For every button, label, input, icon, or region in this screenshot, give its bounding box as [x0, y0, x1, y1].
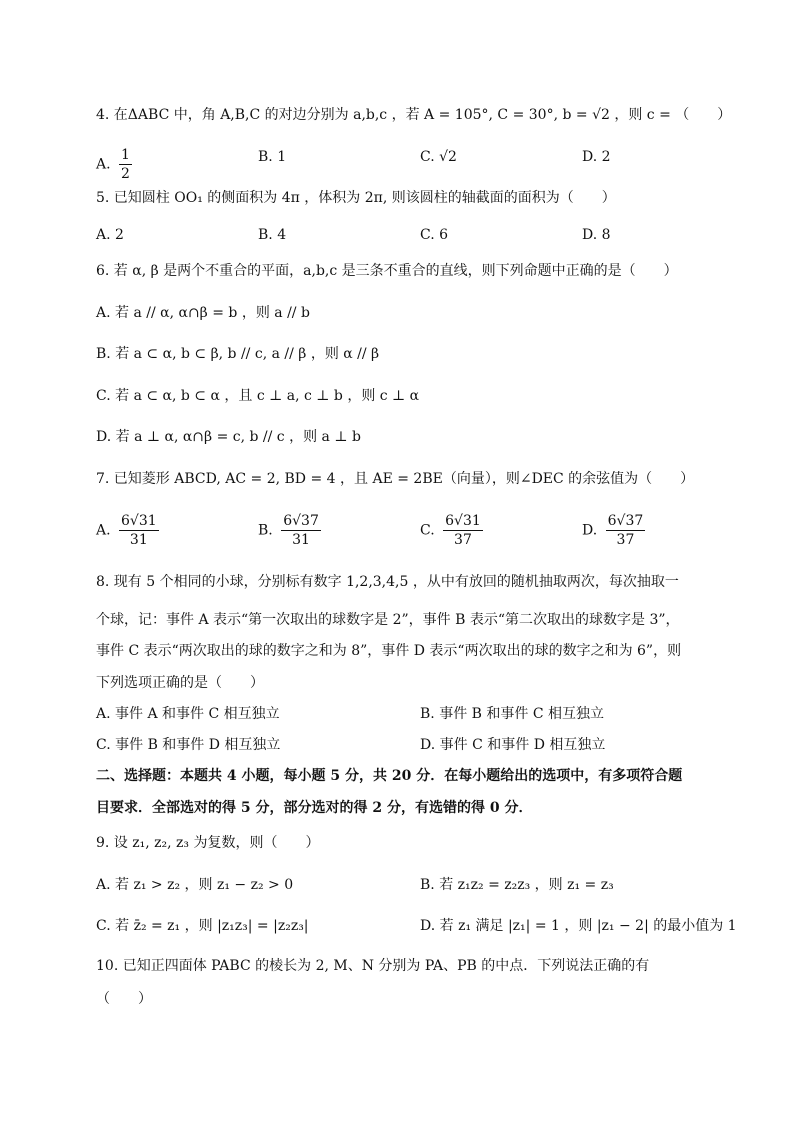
question-6-stem: 6. 若 α, β 是两个不重合的平面，a,b,c 是三条不重合的直线，则下列命题中正确的是（ ）	[96, 263, 678, 279]
q5-option-c: C. 6	[420, 227, 449, 243]
q4-option-c: C. √2	[420, 149, 457, 165]
q6-option-c: C. 若 a ⊂ α, b ⊂ α ，且 c ⊥ a, c ⊥ b ，则 c ⊥ α	[96, 388, 420, 404]
q8-option-b: B. 事件 B 和事件 C 相互独立	[420, 706, 604, 722]
question-7-stem: 7. 已知菱形 ABCD, AC = 2, BD = 4 ，且 AE = 2BE（向量），则∠DEC 的余弦值为（ ）	[96, 471, 695, 487]
question-9-stem: 9. 设 z₁, z₂, z₃ 为复数，则（ ）	[96, 835, 320, 851]
q9-option-c: C. 若 z̄₂ = z₁ ，则 |z₁z₃| = |z₂z₃|	[96, 918, 309, 934]
q5-option-a: A. 2	[96, 227, 124, 243]
q9-option-d: D. 若 z₁ 满足 |z₁| = 1 ，则 |z₁ − 2| 的最小值为 1	[420, 918, 737, 934]
q4-option-b: B. 1	[258, 149, 287, 165]
q7-option-b: B. $\frac{6√37}{31}$	[258, 513, 319, 548]
q4-option-a: A. $\frac{1}{2}$	[96, 147, 130, 182]
q6-option-d: D. 若 a ⊥ α, α∩β = c, b // c ，则 a ⊥ b	[96, 429, 361, 445]
question-8-line-1: 8. 现有 5 个相同的小球，分别标有数字 1,2,3,4,5 ，从中有放回的随机抽取两次，每次抽取一	[96, 574, 679, 590]
question-8-line-3: 事件 C 表示“两次取出的球的数字之和为 8”，事件 D 表示“两次取出的球的数字之和为 6”，则	[96, 643, 682, 659]
q4-option-d: D. 2	[582, 149, 611, 165]
q9-option-b: B. 若 z₁z₂ = z₂z₃ ，则 z₁ = z₃	[420, 877, 614, 893]
question-10-line-1: 10. 已知正四面体 PABC 的棱长为 2, M、N 分别为 PA、PB 的中点．下列说法正确的有	[96, 958, 650, 974]
q5-option-d: D. 8	[582, 227, 611, 243]
q8-option-d: D. 事件 C 和事件 D 相互独立	[420, 737, 606, 753]
section-2-instructions-line-2: 目要求．全部选对的得 5 分，部分选对的得 2 分，有选错的得 0 分．	[96, 800, 533, 816]
question-4-stem: 4. 在ΔABC 中，角 A,B,C 的对边分别为 a,b,c ，若 A = 105°, C = 30°, b = √2 ，则 c = （ ）	[96, 107, 732, 123]
q8-option-a: A. 事件 A 和事件 C 相互独立	[96, 706, 280, 722]
section-2-instructions-line-1: 二、选择题：本题共 4 小题，每小题 5 分，共 20 分．在每小题给出的选项中，有多项符合题	[96, 768, 683, 784]
question-5-stem: 5. 已知圆柱 OO₁ 的侧面积为 4π ，体积为 2π, 则该圆柱的轴截面的面积为（ ）	[96, 190, 616, 206]
q5-option-b: B. 4	[258, 227, 287, 243]
q7-option-a: A. $\frac{6√31}{31}$	[96, 513, 157, 548]
question-10-line-2: （ ）	[96, 991, 152, 1007]
q9-option-a: A. 若 z₁ > z₂ ，则 z₁ − z₂ > 0	[96, 877, 294, 893]
q6-option-b: B. 若 a ⊂ α, b ⊂ β, b // c, a // β ，则 α // β	[96, 346, 380, 362]
q6-option-a: A. 若 a // α, α∩β = b ，则 a // b	[96, 305, 310, 321]
question-8-line-4: 下列选项正确的是（ ）	[96, 675, 264, 691]
q7-option-d: D. $\frac{6√37}{37}$	[582, 513, 644, 548]
q8-option-c: C. 事件 B 和事件 D 相互独立	[96, 737, 281, 753]
q7-option-c: C. $\frac{6√31}{37}$	[420, 513, 481, 548]
question-8-line-2: 个球，记：事件 A 表示“第一次取出的球数字是 2”，事件 B 表示“第二次取出的球数字是 3”，	[96, 612, 680, 628]
